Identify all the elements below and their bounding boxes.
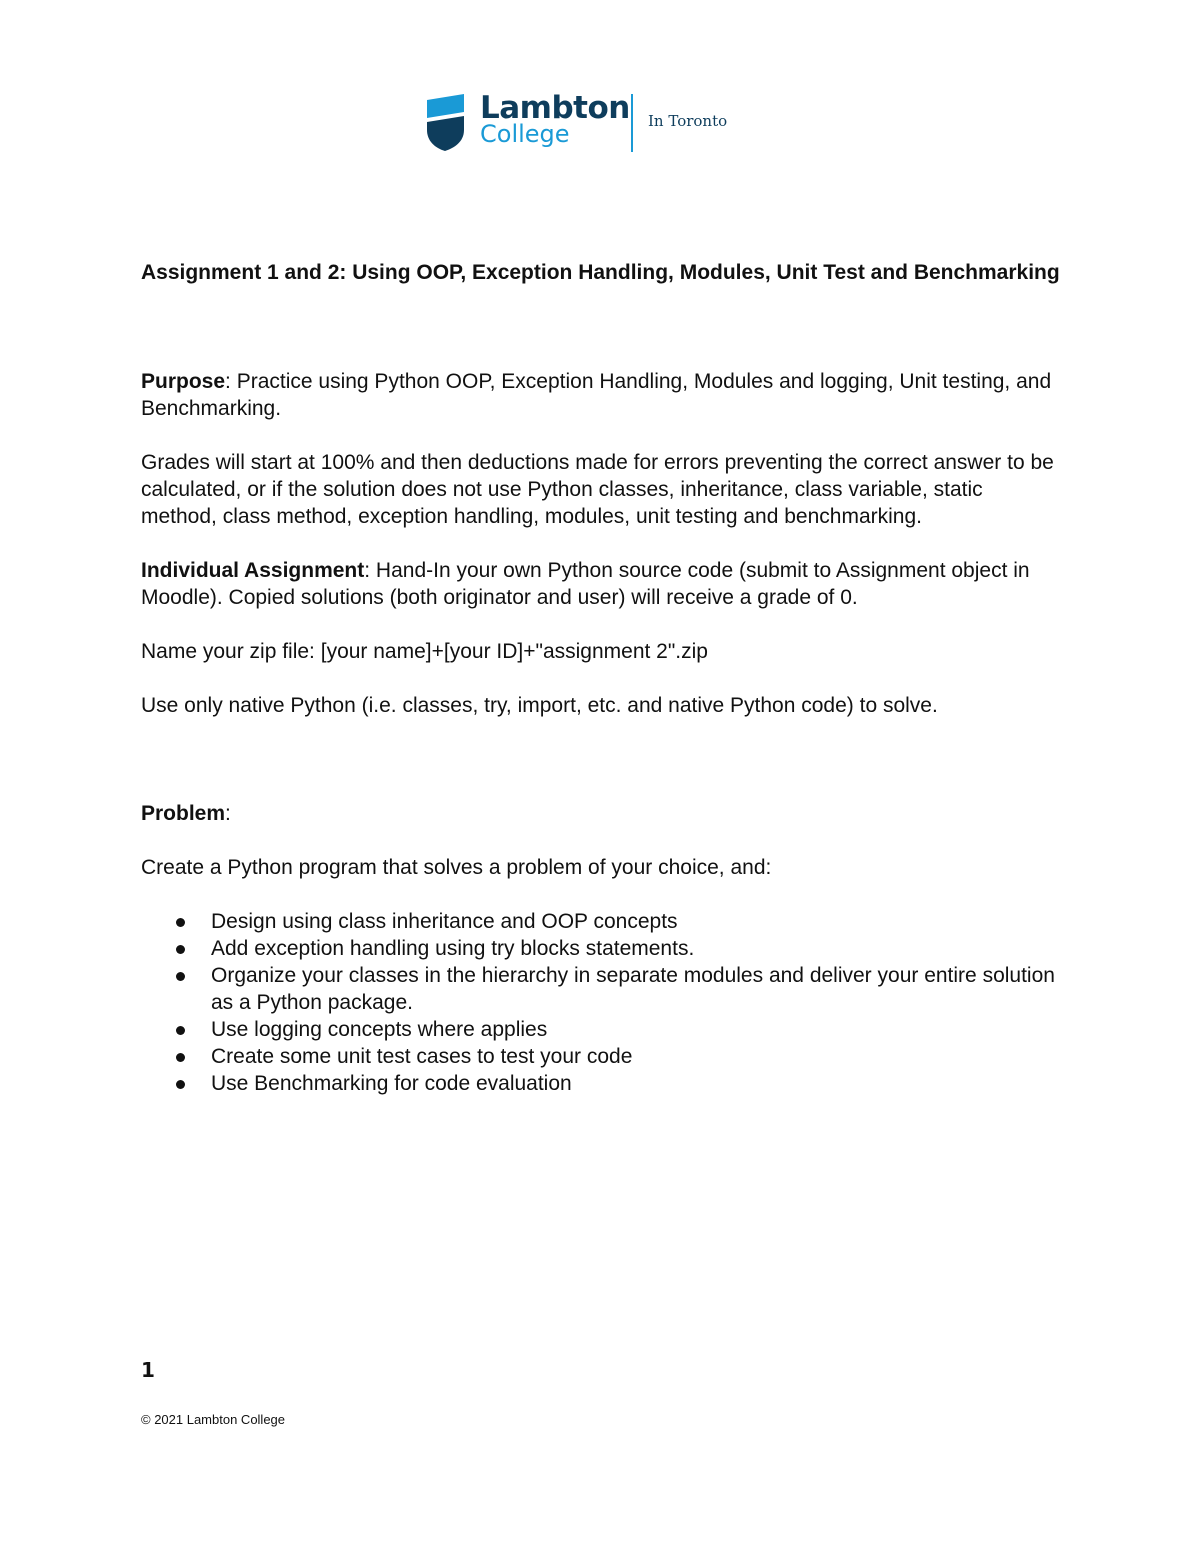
logo-name-line1: Lambton xyxy=(480,90,630,126)
section-spacer xyxy=(141,746,1061,800)
list-item: Add exception handling using try blocks statements. xyxy=(211,935,1061,962)
purpose-paragraph xyxy=(141,368,1061,422)
problem-colon: : xyxy=(225,802,231,825)
copyright-notice: © 2021 Lambton College xyxy=(141,1412,286,1427)
page-number: 1 xyxy=(141,1358,155,1382)
shield-icon xyxy=(424,92,470,152)
list-item: Create some unit test cases to test your code xyxy=(211,1043,1061,1070)
document-body xyxy=(141,259,1061,1097)
purpose-text: : Practice using Python OOP, Exception Handling, Modules and logging, Unit testing, and Benchmarking. xyxy=(141,370,1052,420)
list-item: Use Benchmarking for code evaluation xyxy=(211,1070,1061,1097)
logo-location: In Toronto xyxy=(648,112,728,130)
logo-divider xyxy=(631,94,633,152)
list-item: Use logging concepts where applies xyxy=(211,1016,1061,1043)
individual-assignment-text: : Hand-In your own Python source code (submit to Assignment object in Moodle). Copied solutions (both originator and user) will receive a grade of 0. xyxy=(141,559,1030,609)
zip-name-paragraph: Name your zip file: [your name]+[your ID]+"assignment 2".zip xyxy=(141,640,708,663)
purpose-label: Purpose xyxy=(141,370,226,393)
grading-paragraph: Grades will start at 100% and then deductions made for errors preventing the correct answer to be calculated, or if the solution does not use Python classes, inheritance, class variable, static method, class method, exception handling, modules, unit testing and benchmarking. xyxy=(141,451,1054,528)
native-python-paragraph: Use only native Python (i.e. classes, try, import, etc. and native Python code) to solve. xyxy=(141,694,938,717)
document-title: Assignment 1 and 2: Using OOP, Exception Handling, Modules, Unit Test and Benchmarking xyxy=(141,261,1060,284)
problem-intro: Create a Python program that solves a problem of your choice, and: xyxy=(141,856,772,879)
individual-assignment-paragraph xyxy=(141,557,1061,611)
list-item: Organize your classes in the hierarchy in separate modules and deliver your entire solution as a Python package. xyxy=(211,962,1061,1016)
requirements-list xyxy=(141,908,1061,1097)
list-item: Design using class inheritance and OOP concepts xyxy=(211,908,1061,935)
individual-assignment-label: Individual Assignment xyxy=(141,559,365,582)
problem-label: Problem xyxy=(141,802,226,825)
college-logo xyxy=(424,92,744,156)
problem-heading xyxy=(141,800,1061,827)
logo-name-line2: College xyxy=(480,120,570,148)
